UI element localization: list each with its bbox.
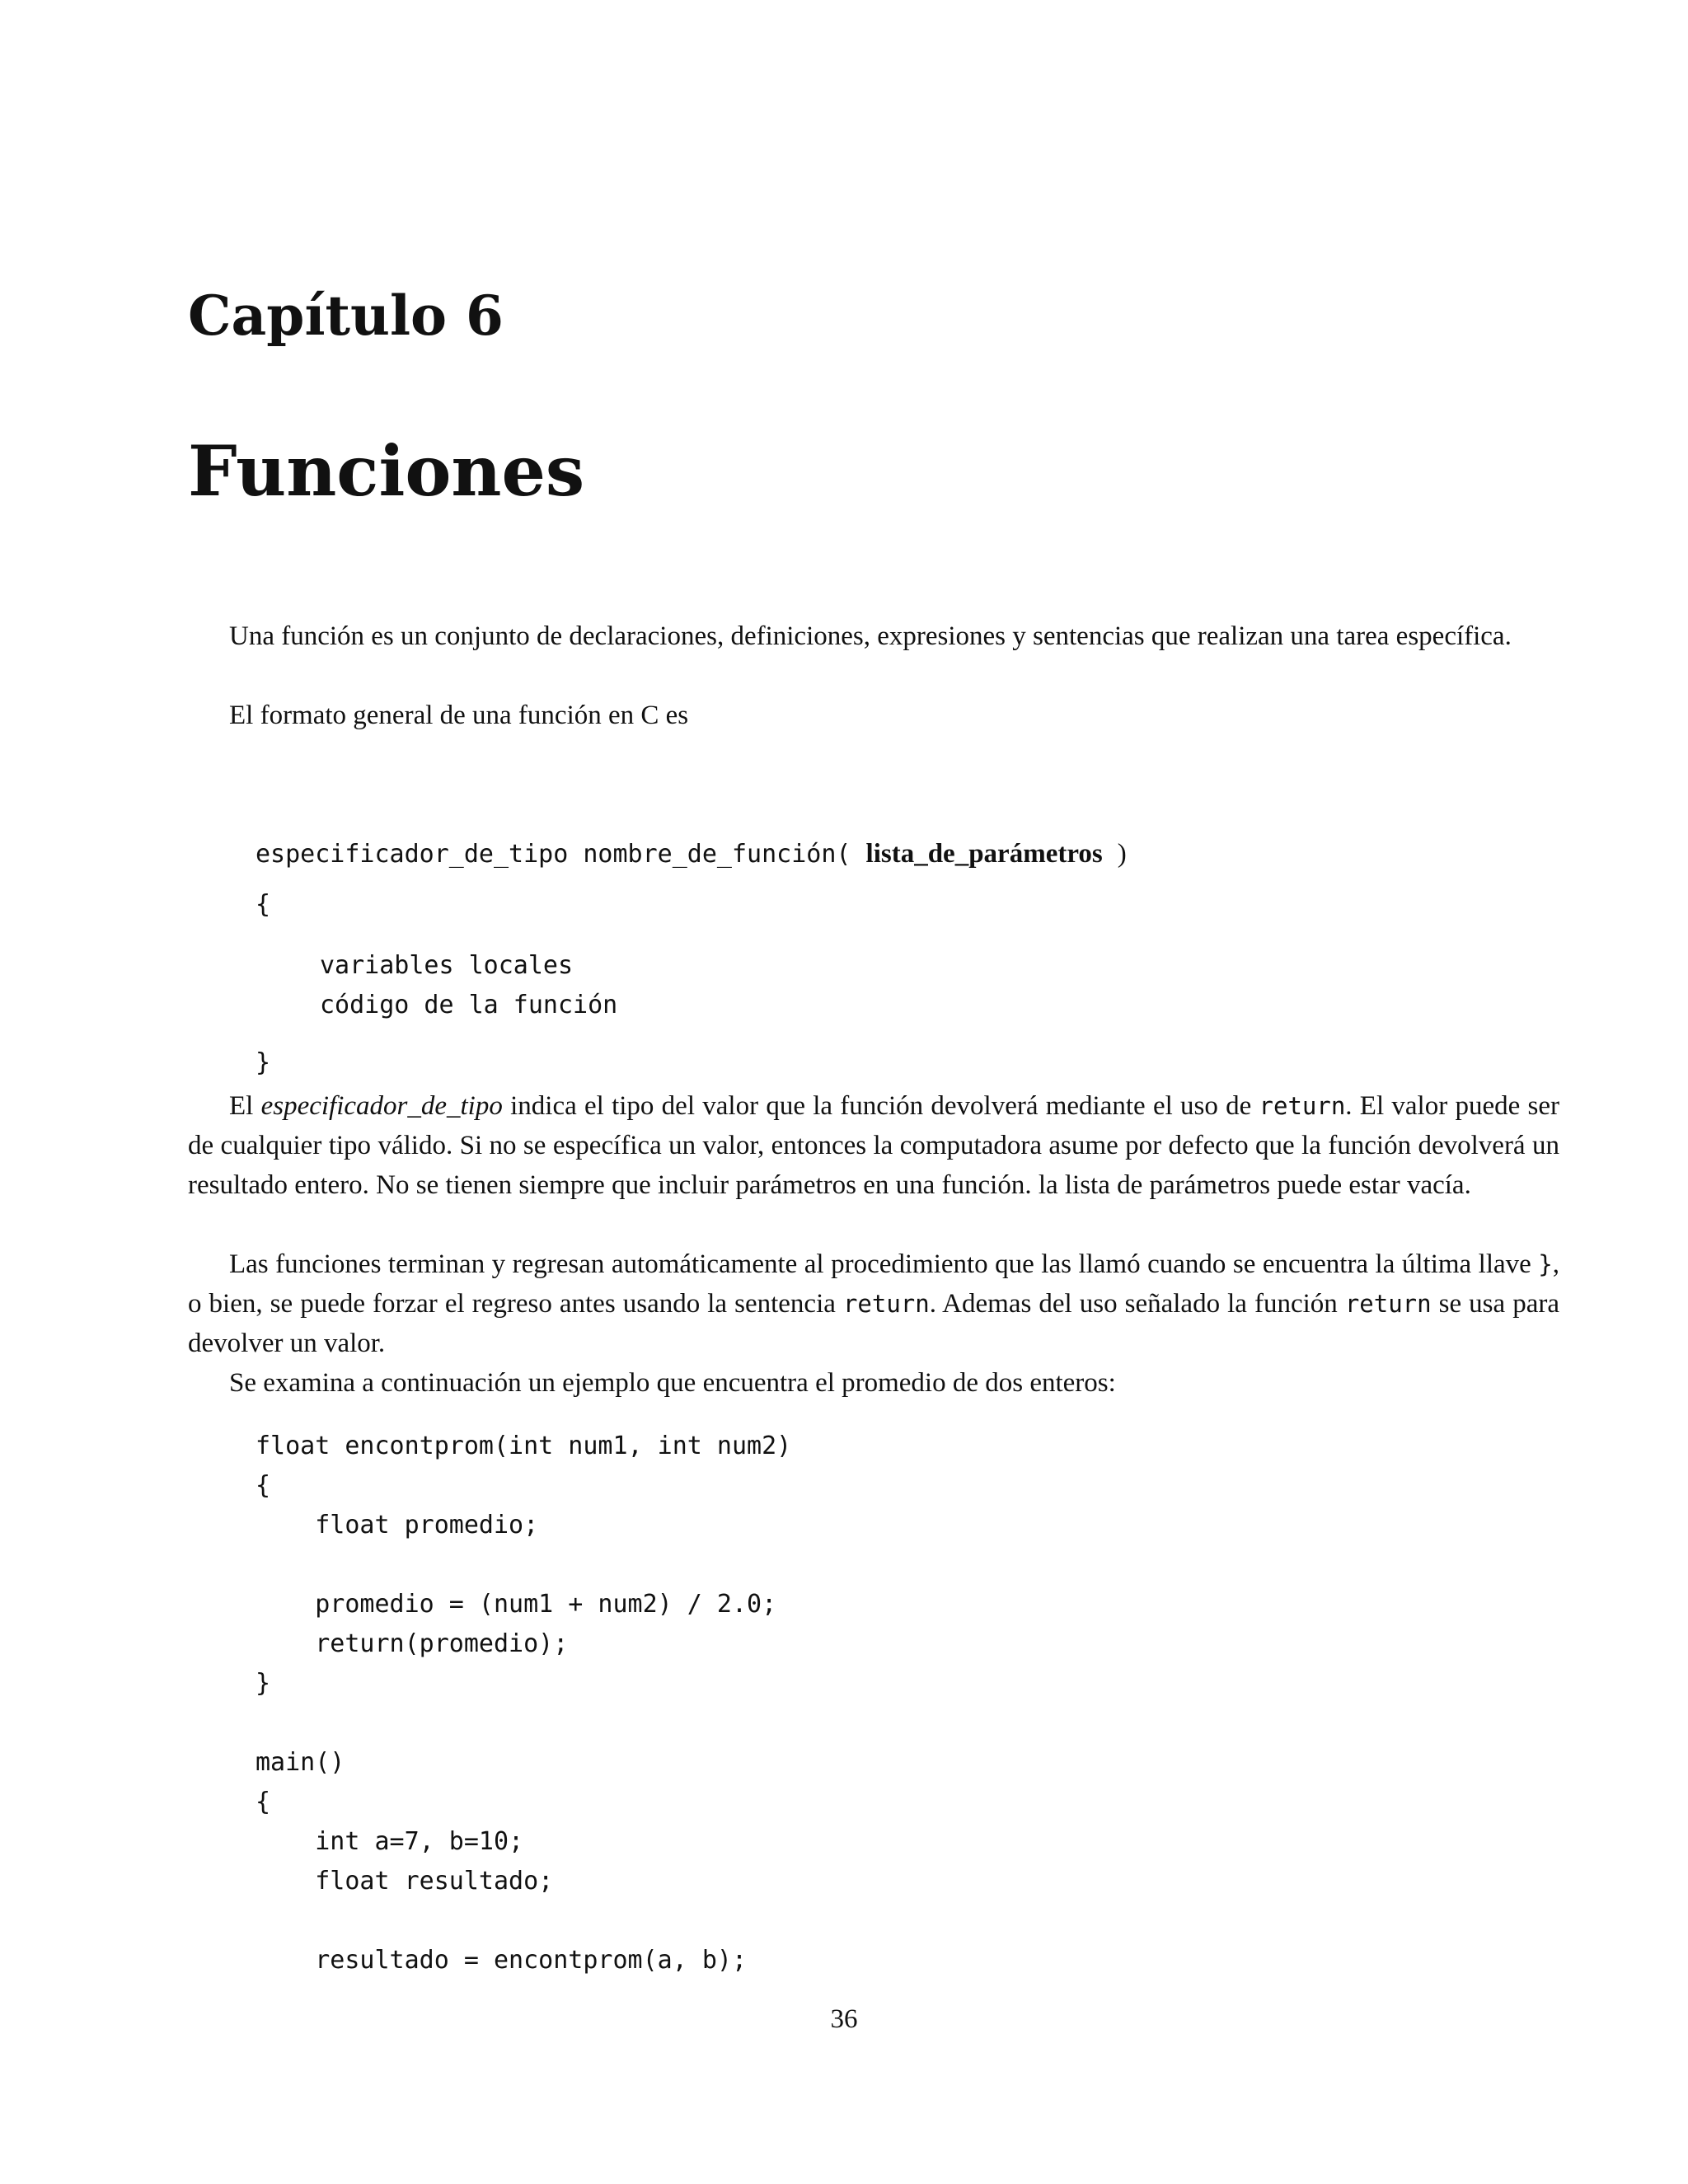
page-number: 36 <box>830 2004 858 2034</box>
paragraph-intro: Una función es un conjunto de declaraciones, definiciones, expresiones y sentencias que realizan una tarea específica. <box>229 621 1512 651</box>
end-brace: } <box>1538 1250 1553 1278</box>
desc-text-2: indica el tipo del valor que la función devolverá mediante el uso de <box>502 1091 1259 1121</box>
code-line: resultado = encontprom(a, b); <box>256 1946 748 1975</box>
desc-return-keyword: return <box>1259 1092 1346 1120</box>
format-close-brace: } <box>256 1048 271 1077</box>
code-line: { <box>256 1471 271 1500</box>
end-text-1: Las funciones terminan y regresan automáticamente al procedimiento que las llamó cuando se encuentra la última llave <box>229 1249 1539 1279</box>
format-signature-params: lista_de_parámetros <box>865 839 1103 869</box>
desc-italic-term: especificador_de_tipo <box>260 1091 503 1121</box>
format-line-code: código de la función <box>320 991 618 1019</box>
code-line: float resultado; <box>256 1867 554 1896</box>
format-signature-close: ) <box>1117 839 1127 869</box>
code-line: return(promedio); <box>256 1629 569 1658</box>
code-line: promedio = (num1 + num2) / 2.0; <box>256 1590 777 1619</box>
end-return-keyword-1: return <box>842 1290 930 1318</box>
desc-text-1: El <box>229 1091 261 1121</box>
code-line: } <box>256 1669 271 1698</box>
paragraph-example-intro: Se examina a continuación un ejemplo que encuentra el promedio de dos enteros: <box>229 1368 1116 1398</box>
paragraph-format-intro: El formato general de una función en C es <box>229 701 689 730</box>
paragraph-description <box>188 1086 1559 1205</box>
end-return-keyword-2: return <box>1344 1290 1432 1318</box>
code-line: int a=7, b=10; <box>256 1827 524 1856</box>
format-signature <box>256 839 1127 869</box>
format-line-locals: variables locales <box>320 951 574 980</box>
desc-text-3: . El valor puede ser de cualquier tipo válido. Si no se específica un valor, entonces la computadora asume por defecto que la función devolverá un resultado entero. No se tienen siempre que incluir parámetros en una función. la lista de parámetros puede estar vacía. <box>188 1091 1559 1200</box>
paragraph-termination <box>188 1244 1559 1363</box>
end-text-4: se usa para devolver un valor. <box>188 1289 1559 1358</box>
end-text-3: . Ademas del uso señalado la función <box>929 1289 1345 1319</box>
code-line: float promedio; <box>256 1511 539 1540</box>
code-line: { <box>256 1788 271 1816</box>
chapter-label: Capítulo 6 <box>188 284 504 348</box>
chapter-title: Funciones <box>188 430 585 512</box>
code-line: main() <box>256 1748 345 1777</box>
format-signature-mono: especificador_de_tipo nombre_de_función( <box>256 840 851 869</box>
format-open-brace: { <box>256 890 271 919</box>
code-line: float encontprom(int num1, int num2) <box>256 1432 792 1460</box>
code-example <box>256 1434 1245 1978</box>
end-text-2: , o bien, se puede forzar el regreso antes usando la sentencia <box>188 1249 1559 1319</box>
